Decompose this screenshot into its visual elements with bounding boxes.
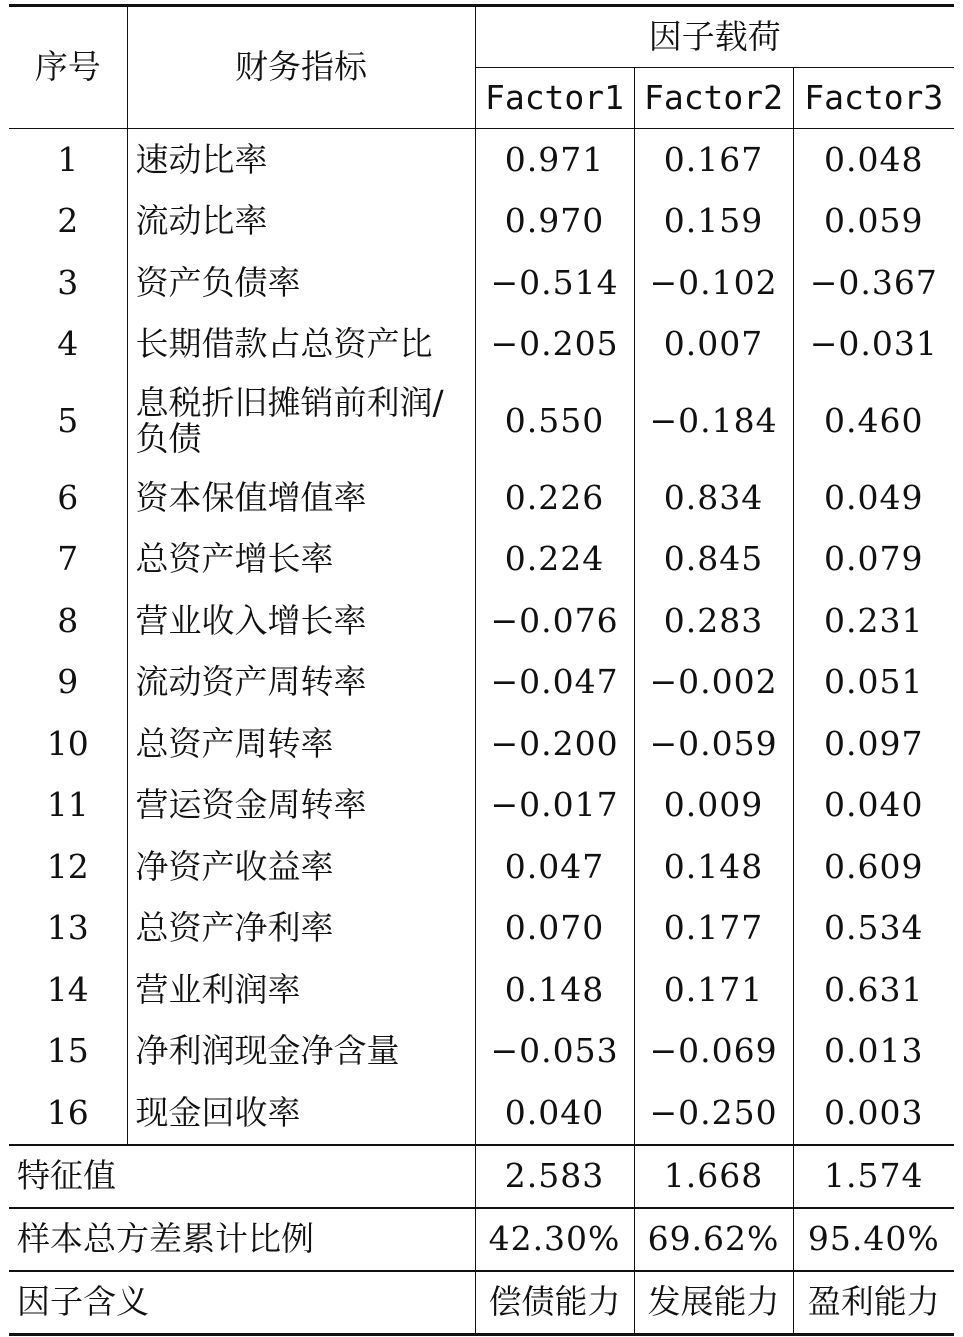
row-factor1: −0.200 [475, 713, 634, 775]
table-row [9, 775, 954, 837]
table-row [9, 252, 954, 314]
header-factor3: Factor3 [793, 68, 954, 129]
table-row [9, 959, 954, 1021]
row-number: 3 [9, 252, 127, 314]
row-indicator: 营运资金周转率 [127, 775, 475, 837]
row-factor3: 0.097 [824, 723, 924, 763]
table-row [9, 375, 954, 467]
row-indicator: 息税折旧摊销前利润/负债 [127, 375, 475, 467]
header-indicator: 财务指标 [127, 6, 475, 129]
row-factor2: 0.009 [634, 775, 793, 837]
table-row [9, 191, 954, 253]
row-number: 2 [9, 191, 127, 253]
row-number: 10 [9, 713, 127, 775]
row-factor2: 0.177 [634, 898, 793, 960]
header-factor2: Factor2 [634, 68, 793, 129]
row-factor3: 0.059 [824, 201, 924, 241]
row-number: 12 [9, 836, 127, 898]
row-factor1: −0.205 [475, 314, 634, 376]
header-factor1: Factor1 [475, 68, 634, 129]
table-row [9, 529, 954, 591]
summary-factor3: 1.574 [793, 1145, 954, 1208]
row-number: 1 [9, 129, 127, 191]
table-row [9, 590, 954, 652]
summary-label: 特征值 [9, 1145, 475, 1208]
summary-factor2: 69.62% [634, 1208, 793, 1271]
table-row [9, 1021, 954, 1083]
row-factor3: 0.079 [824, 539, 924, 579]
row-factor1: 0.047 [475, 836, 634, 898]
row-indicator: 营业收入增长率 [127, 590, 475, 652]
row-indicator: 速动比率 [127, 129, 475, 191]
header-factor-loading: 因子载荷 [475, 6, 954, 68]
summary-row-cumulative-variance [9, 1208, 954, 1271]
row-indicator: 总资产净利率 [127, 898, 475, 960]
row-indicator: 现金回收率 [127, 1082, 475, 1145]
row-factor3: 0.609 [824, 846, 924, 886]
row-factor2: 0.148 [634, 836, 793, 898]
row-factor1: −0.047 [475, 652, 634, 714]
row-indicator: 流动资产周转率 [127, 652, 475, 714]
row-factor3: 0.231 [824, 600, 924, 640]
row-number: 8 [9, 590, 127, 652]
row-factor3: 0.013 [824, 1031, 924, 1071]
table-row [9, 1082, 954, 1145]
row-factor3: −0.367 [809, 262, 938, 302]
row-factor2: −0.250 [634, 1082, 793, 1145]
row-indicator: 流动比率 [127, 191, 475, 253]
table-row [9, 652, 954, 714]
summary-factor1: 偿债能力 [475, 1271, 634, 1335]
row-factor3: 0.631 [824, 969, 924, 1009]
row-factor1: −0.514 [475, 252, 634, 314]
row-indicator: 净利润现金净含量 [127, 1021, 475, 1083]
row-factor2: 0.159 [634, 191, 793, 253]
row-indicator: 总资产周转率 [127, 713, 475, 775]
row-factor3: 0.534 [824, 908, 924, 948]
summary-factor2: 发展能力 [634, 1271, 793, 1335]
row-factor3: 0.051 [824, 662, 924, 702]
row-factor2: −0.102 [634, 252, 793, 314]
row-factor2: 0.845 [634, 529, 793, 591]
row-number: 15 [9, 1021, 127, 1083]
table-summary [9, 1145, 954, 1335]
row-factor3: 0.460 [824, 400, 924, 440]
table-row [9, 836, 954, 898]
summary-label: 样本总方差累计比例 [9, 1208, 475, 1271]
row-factor2: −0.002 [634, 652, 793, 714]
row-number: 11 [9, 775, 127, 837]
summary-row-eigenvalue [9, 1145, 954, 1208]
row-factor1: 0.148 [475, 959, 634, 1021]
table-row [9, 713, 954, 775]
header-seq: 序号 [9, 6, 127, 129]
summary-factor1: 42.30% [475, 1208, 634, 1271]
row-number: 9 [9, 652, 127, 714]
row-factor3: −0.031 [809, 324, 938, 364]
summary-factor2: 1.668 [634, 1145, 793, 1208]
row-factor2: 0.834 [634, 467, 793, 529]
row-factor3: 0.049 [824, 477, 924, 517]
row-factor2: 0.167 [634, 129, 793, 191]
row-indicator: 营业利润率 [127, 959, 475, 1021]
summary-row-factor-meaning [9, 1271, 954, 1335]
row-factor1: 0.224 [475, 529, 634, 591]
factor-loading-table [9, 4, 954, 1336]
row-factor1: 0.040 [475, 1082, 634, 1145]
row-factor1: −0.076 [475, 590, 634, 652]
row-factor1: 0.070 [475, 898, 634, 960]
table-row [9, 129, 954, 191]
table-row [9, 898, 954, 960]
row-factor2: 0.007 [634, 314, 793, 376]
row-factor2: 0.171 [634, 959, 793, 1021]
row-indicator: 净资产收益率 [127, 836, 475, 898]
row-factor1: 0.226 [475, 467, 634, 529]
row-factor2: −0.059 [634, 713, 793, 775]
table-row [9, 467, 954, 529]
row-factor1: −0.017 [475, 775, 634, 837]
row-factor3: 0.003 [824, 1092, 924, 1132]
row-number: 4 [9, 314, 127, 376]
summary-factor1: 2.583 [475, 1145, 634, 1208]
table-body [9, 129, 954, 1145]
row-number: 5 [9, 375, 127, 467]
row-factor2: 0.283 [634, 590, 793, 652]
row-indicator: 长期借款占总资产比 [127, 314, 475, 376]
row-indicator: 资本保值增值率 [127, 467, 475, 529]
row-number: 14 [9, 959, 127, 1021]
row-number: 16 [9, 1082, 127, 1145]
row-factor1: 0.971 [475, 129, 634, 191]
row-factor3: 0.040 [824, 785, 924, 825]
row-factor1: −0.053 [475, 1021, 634, 1083]
summary-factor3: 盈利能力 [793, 1271, 954, 1335]
row-number: 6 [9, 467, 127, 529]
row-number: 7 [9, 529, 127, 591]
row-factor2: −0.184 [634, 375, 793, 467]
summary-factor3: 95.40% [793, 1208, 954, 1271]
row-number: 13 [9, 898, 127, 960]
row-factor3: 0.048 [824, 139, 924, 179]
table-row [9, 314, 954, 376]
row-indicator: 总资产增长率 [127, 529, 475, 591]
summary-label: 因子含义 [9, 1271, 475, 1335]
row-indicator: 资产负债率 [127, 252, 475, 314]
row-factor1: 0.550 [475, 375, 634, 467]
row-factor1: 0.970 [475, 191, 634, 253]
row-factor2: −0.069 [634, 1021, 793, 1083]
